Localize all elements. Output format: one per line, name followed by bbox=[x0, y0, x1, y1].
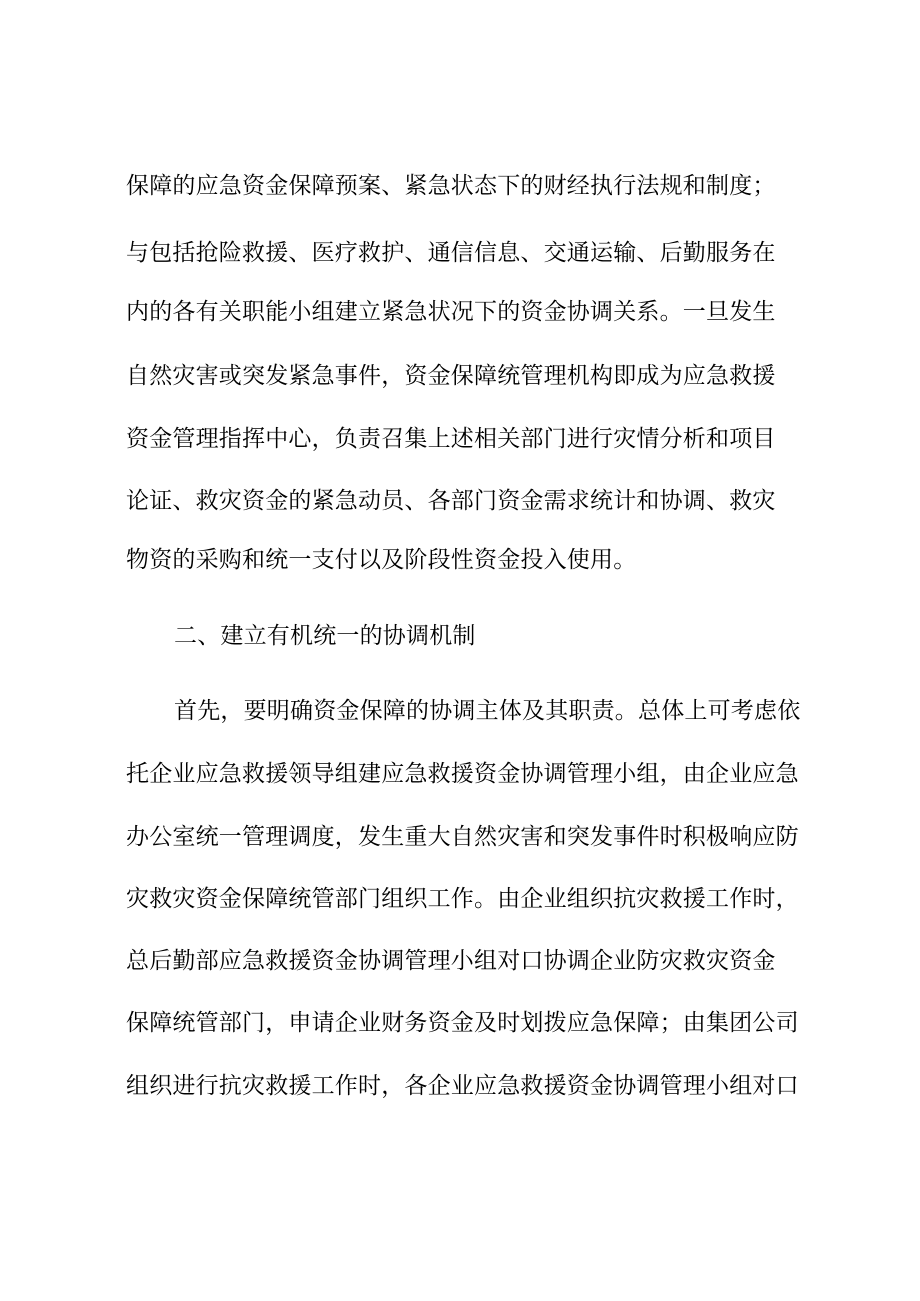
text-line-6: 论证、救灾资金的紧急动员、各部门资金需求统计和协调、救灾 bbox=[126, 488, 776, 514]
paragraph-first-line: 首先，要明确资金保障的协调主体及其职责。总体上可考虑依 bbox=[174, 698, 801, 724]
text-line-1: 保障的应急资金保障预案、紧急状态下的财经执行法规和制度； bbox=[126, 173, 776, 199]
text-line-5: 资金管理指挥中心，负责召集上述相关部门进行灾情分析和项目 bbox=[126, 426, 776, 452]
section-heading: 二、建立有机统一的协调机制 bbox=[174, 623, 476, 649]
text-line-7: 物资的采购和统一支付以及阶段性资金投入使用。 bbox=[126, 547, 637, 573]
text-line-11: 灾救灾资金保障统管部门组织工作。由企业组织抗灾救援工作时， bbox=[126, 886, 799, 912]
text-line-9: 托企业应急救援领导组建应急救援资金协调管理小组，由企业应急 bbox=[126, 761, 799, 787]
text-line-3: 内的各有关职能小组建立紧急状况下的资金协调关系。一旦发生 bbox=[126, 299, 776, 325]
text-line-2: 与包括抢险救援、医疗救护、通信信息、交通运输、后勤服务在 bbox=[126, 240, 776, 266]
text-line-10: 办公室统一管理调度，发生重大自然灾害和突发事件时积极响应防 bbox=[126, 824, 799, 850]
text-line-4: 自然灾害或突发紧急事件，资金保障统管理机构即成为应急救援 bbox=[126, 363, 776, 389]
text-line-12: 总后勤部应急救援资金协调管理小组对口协调企业防灾救灾资金 bbox=[126, 948, 776, 974]
text-line-13: 保障统管部门，申请企业财务资金及时划拨应急保障；由集团公司 bbox=[126, 1010, 799, 1036]
text-line-14: 组织进行抗灾救援工作时，各企业应急救援资金协调管理小组对口 bbox=[126, 1073, 799, 1099]
